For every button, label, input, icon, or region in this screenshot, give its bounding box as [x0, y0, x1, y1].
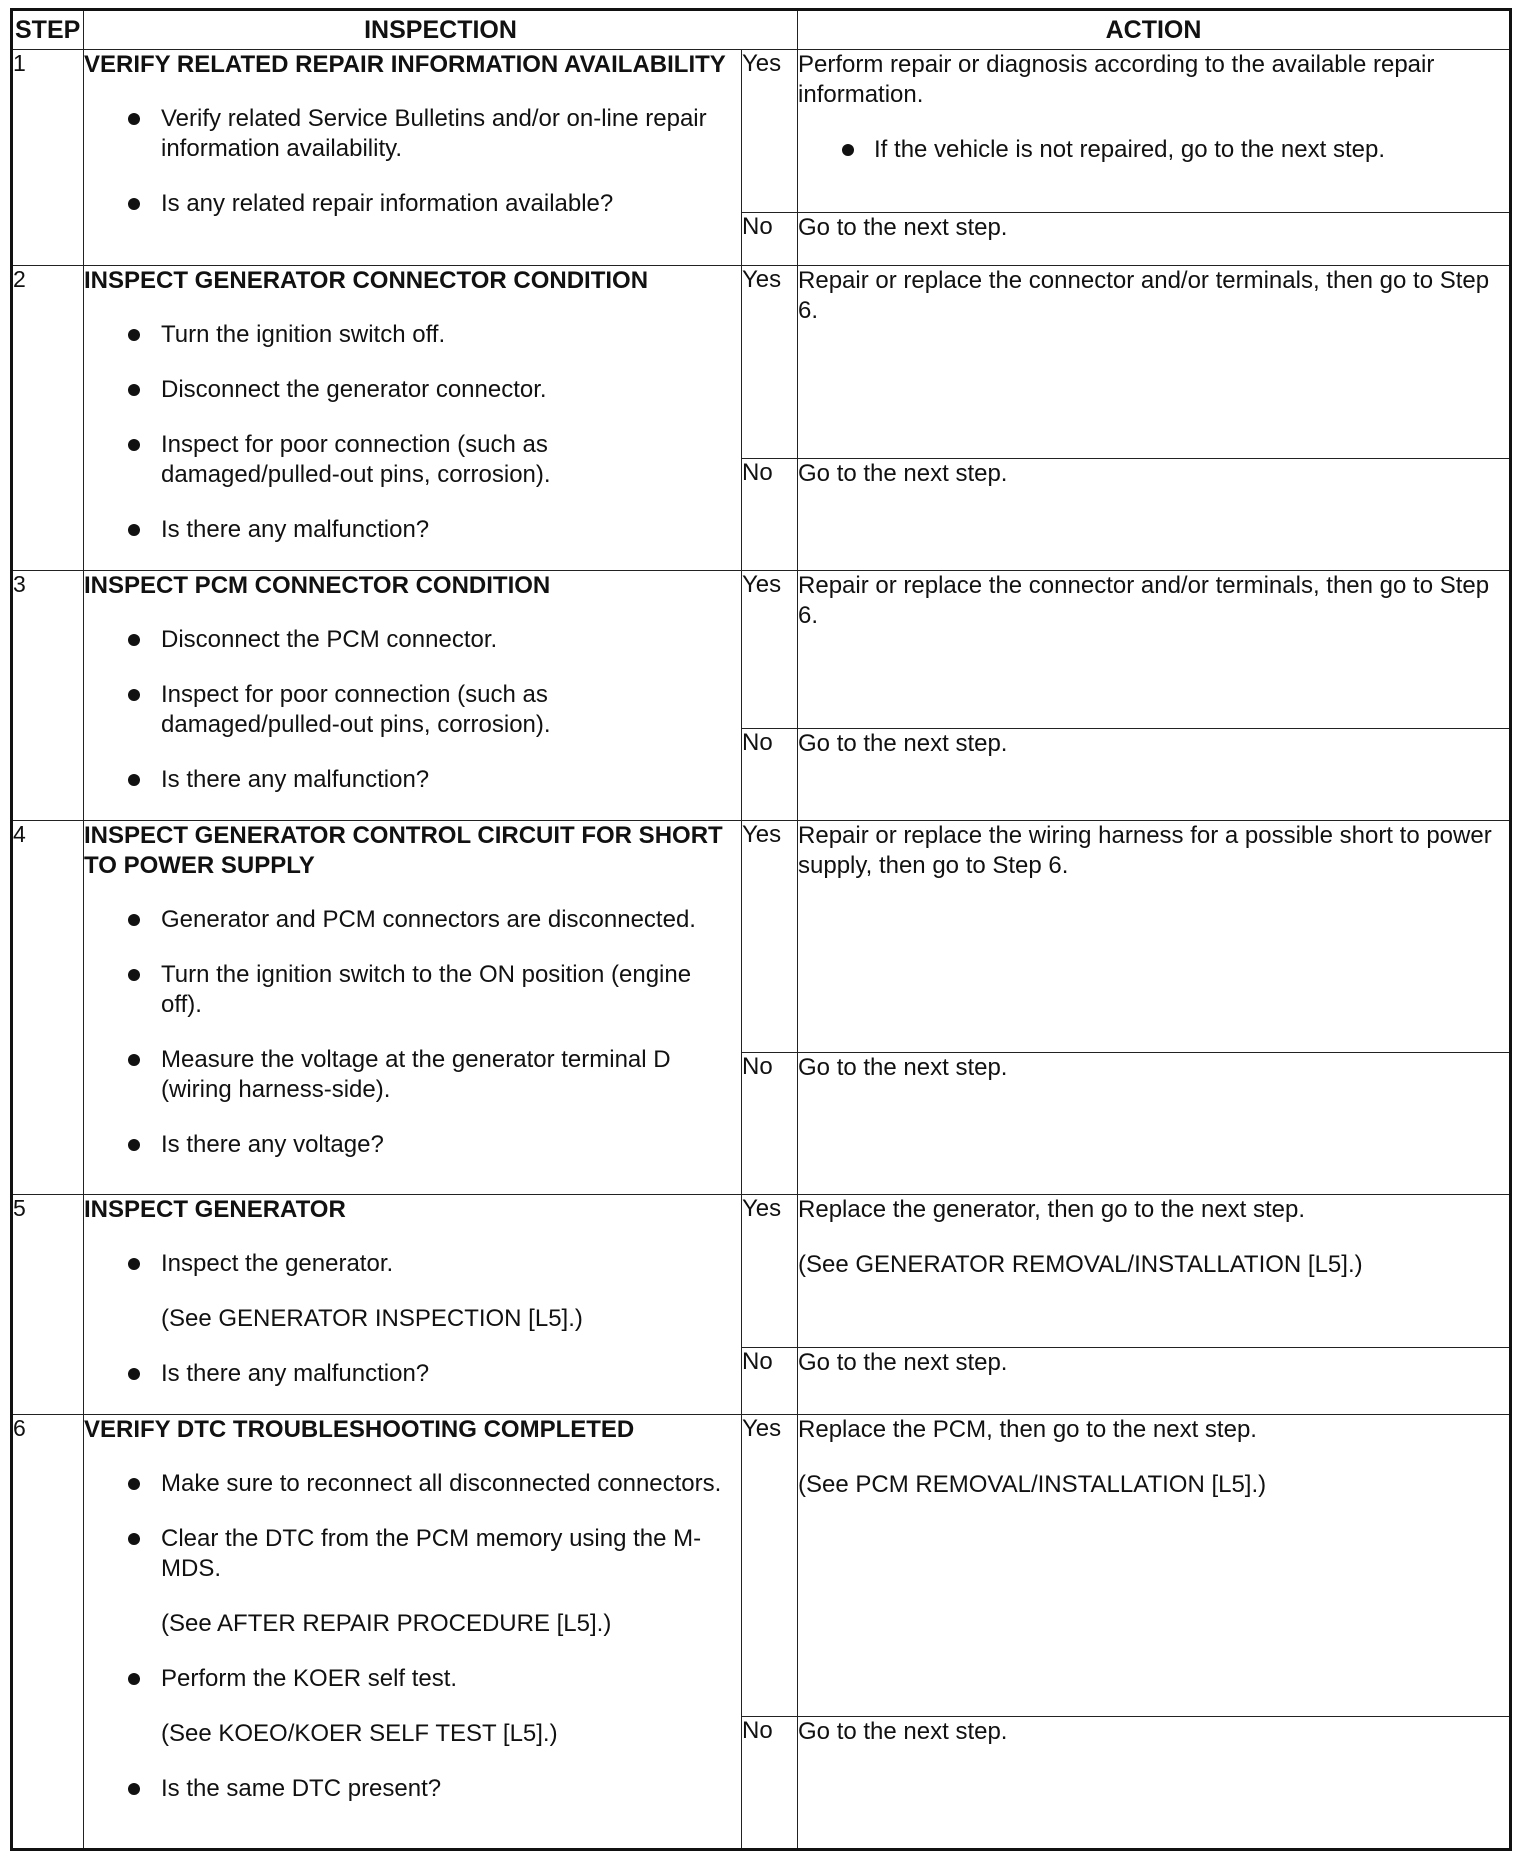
- yes-action: Repair or replace the connector and/or terminals, then go to Step 6.: [798, 571, 1511, 729]
- step-number: 5: [12, 1195, 84, 1415]
- inspection-bullet: Turn the ignition switch to the ON position (engine off).: [84, 960, 741, 1020]
- yes-label: Yes: [742, 571, 798, 729]
- step-number: 3: [12, 571, 84, 821]
- no-label: No: [742, 1717, 798, 1850]
- step-4-yes-row: [12, 821, 1511, 1053]
- step-title: INSPECT GENERATOR CONTROL CIRCUIT FOR SHORT TO POWER SUPPLY: [84, 822, 723, 879]
- bullet-icon: [128, 914, 140, 926]
- inspection-bullet: Disconnect the generator connector.: [84, 375, 741, 405]
- no-label: No: [742, 213, 798, 266]
- yes-label: Yes: [742, 50, 798, 213]
- bullet-icon: [128, 1533, 140, 1545]
- step-title: VERIFY RELATED REPAIR INFORMATION AVAILABILITY: [84, 51, 726, 78]
- step-1-inspection: [84, 50, 742, 266]
- step-1-yes-row: [12, 50, 1511, 213]
- reference-note: (See KOEO/KOER SELF TEST [L5].): [161, 1720, 558, 1747]
- inspection-bullet: Is any related repair information available?: [84, 189, 741, 219]
- yes-label: Yes: [742, 821, 798, 1053]
- bullet-icon: [128, 689, 140, 701]
- inspection-bullet: Turn the ignition switch off.: [84, 320, 741, 350]
- bullet-icon: [128, 774, 140, 786]
- bullet-icon: [128, 969, 140, 981]
- bullet-icon: [842, 144, 854, 156]
- step-5-yes-row: [12, 1195, 1511, 1348]
- no-action: Go to the next step.: [798, 1053, 1511, 1195]
- step-6-yes-row: [12, 1415, 1511, 1717]
- step-2-yes-row: [12, 266, 1511, 459]
- yes-label: Yes: [742, 1415, 798, 1717]
- inspection-bullet: Is the same DTC present?: [84, 1774, 741, 1804]
- step-3-inspection: [84, 571, 742, 821]
- step-4-inspection: [84, 821, 742, 1195]
- bullet-icon: [128, 524, 140, 536]
- no-action: Go to the next step.: [798, 1717, 1511, 1850]
- reference-note: (See GENERATOR REMOVAL/INSTALLATION [L5].): [798, 1251, 1363, 1278]
- step-title: VERIFY DTC TROUBLESHOOTING COMPLETED: [84, 1416, 635, 1443]
- step-number: 1: [12, 50, 84, 266]
- reference-note: (See PCM REMOVAL/INSTALLATION [L5].): [798, 1471, 1267, 1498]
- action-bullet: If the vehicle is not repaired, go to the next step.: [798, 135, 1509, 165]
- bullet-icon: [128, 1368, 140, 1380]
- inspection-bullet: Inspect for poor connection (such as damaged/pulled-out pins, corrosion).: [84, 680, 741, 740]
- bullet-icon: [128, 1673, 140, 1685]
- no-label: No: [742, 1053, 798, 1195]
- action-column-header: ACTION: [798, 10, 1511, 50]
- diagnostic-procedure-table: [10, 8, 1512, 1851]
- no-label: No: [742, 458, 798, 570]
- no-action: Go to the next step.: [798, 458, 1511, 570]
- inspection-bullet: Is there any malfunction?: [84, 1359, 741, 1389]
- reference-note: (See AFTER REPAIR PROCEDURE [L5].): [161, 1610, 612, 1637]
- no-label: No: [742, 1348, 798, 1415]
- bullet-icon: [128, 634, 140, 646]
- bullet-icon: [128, 1054, 140, 1066]
- inspection-bullet: Is there any malfunction?: [84, 515, 741, 545]
- step-title: INSPECT PCM CONNECTOR CONDITION: [84, 572, 551, 599]
- no-action: Go to the next step.: [798, 1348, 1511, 1415]
- inspection-bullet: Is there any malfunction?: [84, 765, 741, 795]
- inspection-column-header: INSPECTION: [84, 10, 798, 50]
- bullet-icon: [128, 439, 140, 451]
- header-row: [12, 10, 1511, 50]
- yes-label: Yes: [742, 266, 798, 459]
- yes-action: Replace the generator, then go to the next step. (See GENERATOR REMOVAL/INSTALLATION [L5].): [798, 1195, 1511, 1348]
- yes-action: Replace the PCM, then go to the next step. (See PCM REMOVAL/INSTALLATION [L5].): [798, 1415, 1511, 1717]
- inspection-bullet: Perform the KOER self test.: [84, 1664, 741, 1694]
- step-5-inspection: [84, 1195, 742, 1415]
- step-2-inspection: [84, 266, 742, 571]
- bullet-icon: [128, 329, 140, 341]
- inspection-bullet: Disconnect the PCM connector.: [84, 625, 741, 655]
- bullet-icon: [128, 113, 140, 125]
- step-title: INSPECT GENERATOR CONNECTOR CONDITION: [84, 267, 649, 294]
- bullet-icon: [128, 198, 140, 210]
- yes-label: Yes: [742, 1195, 798, 1348]
- yes-action: Repair or replace the connector and/or terminals, then go to Step 6.: [798, 266, 1511, 459]
- yes-action: Perform repair or diagnosis according to the available repair information. If the vehicle is not repaired, go to the next step.: [798, 50, 1511, 213]
- step-column-header: STEP: [12, 10, 84, 50]
- bullet-icon: [128, 1258, 140, 1270]
- bullet-icon: [128, 1478, 140, 1490]
- step-number: 2: [12, 266, 84, 571]
- inspection-bullet: Verify related Service Bulletins and/or on-line repair information availability.: [84, 104, 741, 164]
- inspection-bullet: Make sure to reconnect all disconnected connectors.: [84, 1469, 741, 1499]
- no-action: Go to the next step.: [798, 728, 1511, 820]
- step-number: 6: [12, 1415, 84, 1850]
- bullet-icon: [128, 1783, 140, 1795]
- step-6-inspection: [84, 1415, 742, 1850]
- step-3-yes-row: [12, 571, 1511, 729]
- no-action: Go to the next step.: [798, 213, 1511, 266]
- inspection-bullet: Generator and PCM connectors are disconnected.: [84, 905, 741, 935]
- bullet-icon: [128, 1139, 140, 1151]
- inspection-bullet: Measure the voltage at the generator terminal D (wiring harness-side).: [84, 1045, 741, 1105]
- inspection-bullet: Inspect for poor connection (such as damaged/pulled-out pins, corrosion).: [84, 430, 741, 490]
- reference-note: (See GENERATOR INSPECTION [L5].): [161, 1305, 583, 1332]
- bullet-icon: [128, 384, 140, 396]
- no-label: No: [742, 728, 798, 820]
- step-title: INSPECT GENERATOR: [84, 1196, 346, 1223]
- yes-action: Repair or replace the wiring harness for a possible short to power supply, then go to Step 6.: [798, 821, 1511, 1053]
- inspection-bullet: Is there any voltage?: [84, 1130, 741, 1160]
- step-number: 4: [12, 821, 84, 1195]
- inspection-bullet: Inspect the generator.: [84, 1249, 741, 1279]
- inspection-bullet: Clear the DTC from the PCM memory using the M-MDS.: [84, 1524, 741, 1584]
